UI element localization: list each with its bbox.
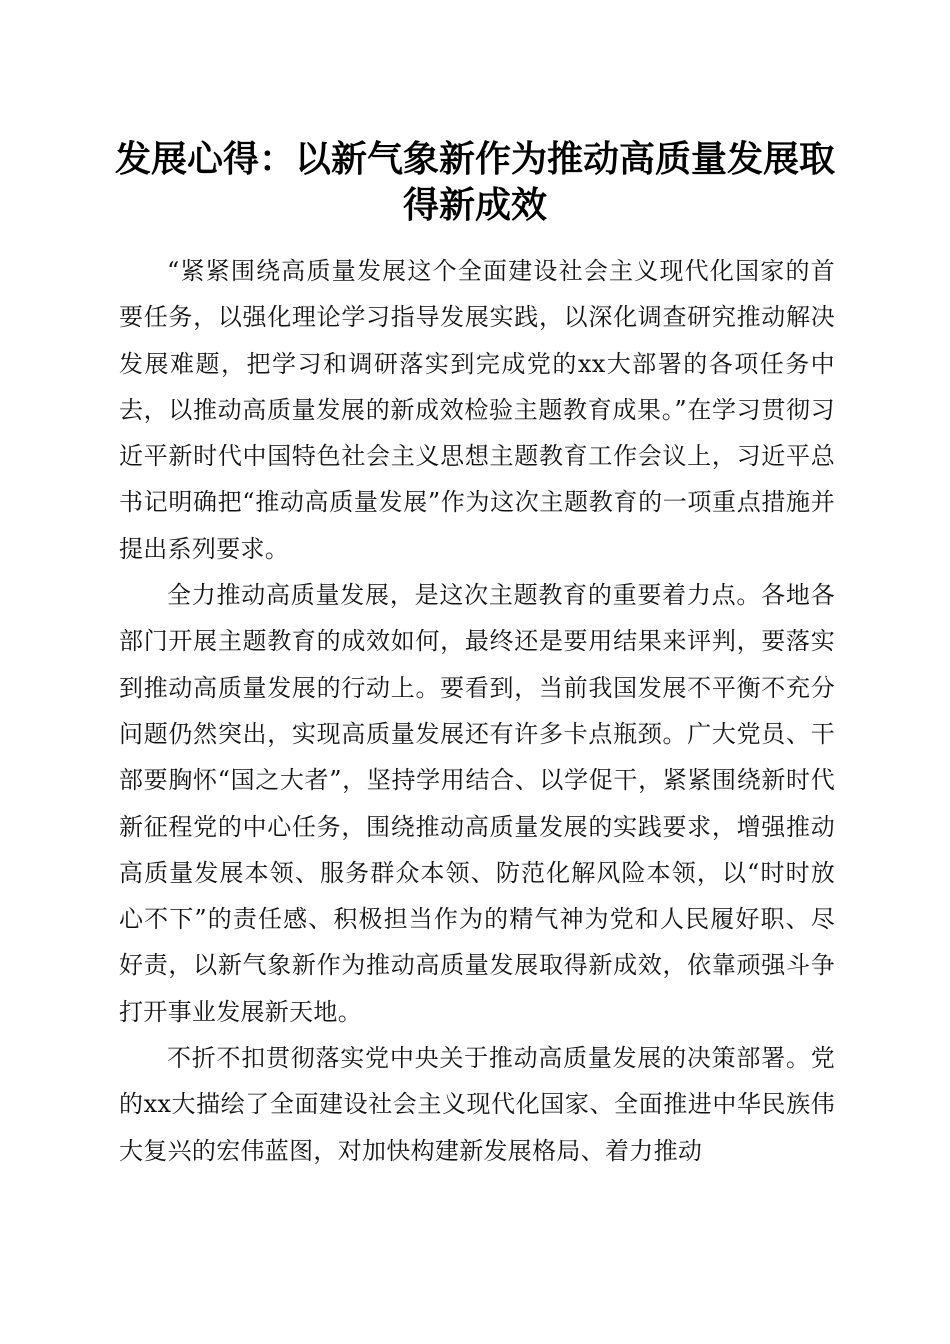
paragraph-2: 全力推动高质量发展，是这次主题教育的重要着力点。各地各部门开展主题教育的成效如何，最终还是要用结果来评判，要落实到推动高质量发展的行动上。要看到，当前我国发展不平衡不充分问题仍然突出，实现高质量发展还有许多卡点瓶颈。广大党员、干部要胸怀“国之大者”，坚持学用结合、以学促干，紧紧围绕新时代新征程党的中心任务，围绕推动高质量发展的实践要求，增强推动高质量发展本领、服务群众本领、防范化解风险本领，以“时时放心不下”的责任感、积极担当作为的精气神为党和人民履好职、尽好责，以新气象新作为推动高质量发展取得新成效，依靠顽强斗争打开事业发展新天地。 [119, 581, 835, 1026]
paragraph-3: 不折不扣贯彻落实党中央关于推动高质量发展的决策部署。党的xx大描绘了全面建设社会主义现代化国家、全面推进中华民族伟大复兴的宏伟蓝图，对加快构建新发展格局、着力推动 [119, 1044, 835, 1165]
paragraph-1: “紧紧围绕高质量发展这个全面建设社会主义现代化国家的首要任务，以强化理论学习指导发展实践，以深化调查研究推动解决发展难题，把学习和调研落实到完成党的xx大部署的各项任务中去，以推动高质量发展的新成效检验主题教育成果。”在学习贯彻习近平新时代中国特色社会主义思想主题教育工作会议上，习近平总书记明确把“推动高质量发展”作为这次主题教育的一项重点措施并提出系列要求。 [119, 257, 835, 563]
document-title: 发展心得：以新气象新作为推动高质量发展取得新成效 [114, 138, 835, 226]
document-body [119, 248, 835, 1174]
